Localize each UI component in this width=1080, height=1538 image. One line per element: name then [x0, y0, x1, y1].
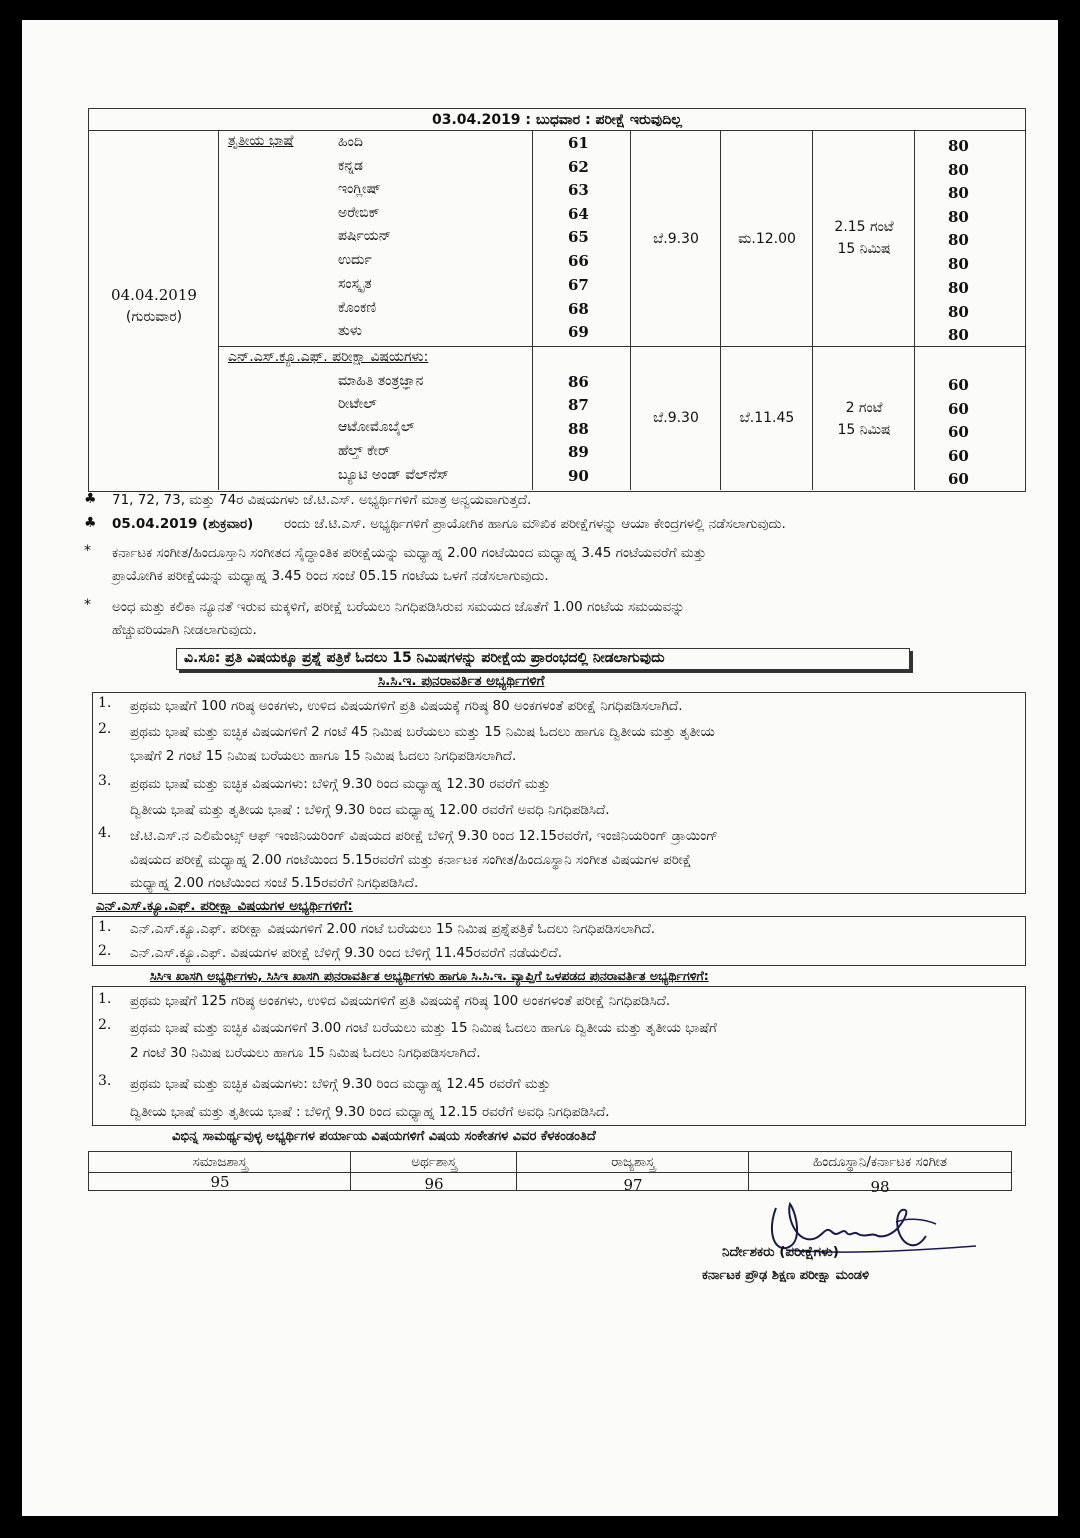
- subject-name: ರೀಟೇಲ್: [338, 396, 377, 412]
- cce-title: ಸಿ.ಸಿ.ಇ. ಪುನರಾವರ್ತಿತ ಅಭ್ಯರ್ಥಿಗಳಿಗೆ: [378, 673, 545, 689]
- item-text: ಭಾಷೆಗೆ 2 ಗಂಟೆ 15 ನಿಮಿಷ ಬರೆಯಲು ಹಾಗೂ 15 ನಿಮಿಷ ಓದಲು ನಿಗಧಿಪಡಿಸಲಾಗಿದೆ.: [130, 748, 517, 764]
- subject-code: 88: [568, 420, 589, 438]
- signatory-designation: ನಿರ್ದೇಶಕರು (ಪರೀಕ್ಷೆಗಳು): [722, 1244, 839, 1260]
- item-text: ವಿಷಯದ ಪರೀಕ್ಷೆ ಮಧ್ಯಾಹ್ನ 2.00 ಗಂಟೆಯಿಂದ 5.15ರವರೆಗೆ ಮತ್ತು ಕರ್ನಾಟಕ ಸಂಗೀತ/ಹಿಂದೂಸ್ಥಾನಿ ಸಂಗೀತ ವಿಷಯಗಳ ಪರೀಕ್ಷೆ: [130, 852, 692, 868]
- item-text: ಪ್ರಥಮ ಭಾಷೆ ಮತ್ತು ಐಚ್ಛಿಕ ವಿಷಯಗಳಿಗೆ 2 ಗಂಟೆ 45 ನಿಮಿಷ ಬರೆಯಲು ಮತ್ತು 15 ನಿಮಿಷ ಓದಲು ಹಾಗೂ ದ್ವಿತೀಯ ಮತ್ತು ತೃತೀಯ: [130, 724, 715, 740]
- subject-code: 90: [568, 467, 589, 485]
- max-marks: 60: [948, 376, 969, 394]
- item-text: 2 ಗಂಟೆ 30 ನಿಮಿಷ ಬರೆಯಲು ಹಾಗೂ 15 ನಿಮಿಷ ಓದಲು ನಿಗಧಿಪಡಿಸಲಾಗಿದೆ.: [130, 1045, 481, 1061]
- max-marks: 60: [948, 400, 969, 418]
- item-number: 2.: [98, 943, 112, 959]
- end-time: ಬೆ.11.45: [739, 410, 795, 426]
- subject-name: ಮಾಹಿತಿ ತಂತ್ರಜ್ಞಾನ: [338, 373, 424, 389]
- max-marks: 80: [948, 303, 969, 321]
- max-marks: 80: [948, 279, 969, 297]
- item-text: ಮಧ್ಯಾಹ್ನ 2.00 ಗಂಟೆಯಿಂದ ಸಂಜೆ 5.15ರವರೆಗೆ ನಿಗಧಿಪಡಿಸಿದೆ.: [130, 875, 419, 891]
- max-marks: 80: [948, 184, 969, 202]
- alt-code: 95: [210, 1173, 230, 1191]
- item-number: 2.: [98, 1017, 112, 1033]
- alt-code: 97: [623, 1176, 643, 1194]
- item-text: ಜೆ.ಟಿ.ಎಸ್.ನ ಎಲಿಮೆಂಟ್ಸ್ ಆಫ್ ಇಂಜಿನಿಯರಿಂಗ್ ವಿಷಯದ ಪರೀಕ್ಷೆ ಬೆಳಿಗ್ಗೆ 9.30 ರಿಂದ 12.15ರವರೆಗೆ, ಇಂಜಿನಿಯರಿಂಗ್ ಡ್ರಾಯಿಂಗ್: [130, 828, 718, 844]
- max-marks: 60: [948, 470, 969, 488]
- alt-header: ಸಮಾಜಶಾಸ್ತ್ರ: [192, 1154, 248, 1170]
- duration: 15 ನಿಮಿಷ: [837, 422, 891, 438]
- note-text: ರಂದು ಜೆ.ಟಿ.ಎಸ್. ಅಭ್ಯರ್ಥಿಗಳಿಗೆ ಪ್ರಾಯೋಗಿಕ ಹಾಗೂ ಮೌಖಿಕ ಪರೀಕ್ಷೆಗಳನ್ನು ಆಯಾ ಕೇಂದ್ರಗಳಲ್ಲಿ ನಡೆಸಲಾಗುವುದು.: [284, 516, 786, 532]
- subject-name: ಉರ್ದು: [338, 252, 372, 268]
- max-marks: 80: [948, 208, 969, 226]
- signatory-board: ಕರ್ನಾಟಕ ಪ್ರೌಢ ಶಿಕ್ಷಣ ಪರೀಕ್ಷಾ ಮಂಡಳಿ: [702, 1268, 870, 1283]
- note-text: ಪ್ರಾಯೋಗಿಕ ಪರೀಕ್ಷೆಯನ್ನು ಮಧ್ಯಾಹ್ನ 3.45 ರಿಂದ ಸಂಜೆ 05.15 ಗಂಟೆಯ ಒಳಗೆ ನಡೆಸಲಾಗುವುದು.: [112, 568, 549, 584]
- subject-name: ಸಂಸ್ಕೃತ: [338, 276, 372, 292]
- max-marks: 80: [948, 231, 969, 249]
- subject-name: ಅರೇಬಿಕ್: [338, 205, 380, 221]
- duration: 15 ನಿಮಿಷ: [837, 241, 891, 257]
- subject-code: 86: [568, 373, 589, 391]
- third-language-label: ತೃತೀಯ ಭಾಷೆ: [228, 133, 294, 149]
- subject-code: 67: [568, 276, 589, 294]
- duration: 2 ಗಂಟೆ: [845, 400, 883, 416]
- alt-subjects-title: ವಿಭಿನ್ನ ಸಾಮರ್ಥ್ಯವುಳ್ಳ ಅಭ್ಯರ್ಥಿಗಳ ಪರ್ಯಾಯ ವಿಷಯಗಳಿಗೆ ವಿಷಯ ಸಂಕೇತಗಳ ವಿವರ ಕೆಳಕಂಡಂತಿದೆ: [172, 1129, 596, 1144]
- subject-code: 68: [568, 300, 589, 318]
- duration: 2.15 ಗಂಟೆ: [834, 219, 894, 235]
- item-text: ಪ್ರಥಮ ಭಾಷೆ ಮತ್ತು ಐಚ್ಛಿಕ ವಿಷಯಗಳು: ಬೆಳಿಗ್ಗೆ 9.30 ರಿಂದ ಮಧ್ಯಾಹ್ನ 12.45 ರವರೆಗೆ ಮತ್ತು: [130, 1076, 551, 1092]
- alt-header: ಅರ್ಥಶಾಸ್ತ್ರ: [411, 1154, 457, 1170]
- item-number: 1.: [98, 991, 112, 1007]
- subject-name: ಆಟೋಮೊಬೈಲ್: [338, 419, 415, 435]
- subject-code: 69: [568, 323, 589, 341]
- alt-header: ರಾಜ್ಯಶಾಸ್ತ್ರ: [611, 1154, 655, 1170]
- item-text: ಎನ್.ಎಸ್.ಕ್ಯೂ.ಎಫ್. ಪರೀಕ್ಷಾ ವಿಷಯಗಳಿಗೆ 2.00 ಗಂಟೆ ಬರೆಯಲು 15 ನಿಮಿಷ ಪ್ರಶ್ನೆಪತ್ರಿಕೆ ಓದಲು ನಿಗಧಿಪಡಿಸಲಾಗಿದೆ.: [130, 921, 656, 937]
- max-marks: 80: [948, 161, 969, 179]
- subject-name: ಹಿಂದಿ: [338, 134, 363, 150]
- item-number: 3.: [98, 1073, 112, 1089]
- heading-row: 03.04.2019 : ಬುಧವಾರ : ಪರೀಕ್ಷೆ ಇರುವುದಿಲ್ಲ: [431, 112, 683, 128]
- item-number: 2.: [98, 721, 112, 737]
- exam-weekday: (ಗುರುವಾರ): [125, 309, 183, 325]
- item-number: 4.: [98, 825, 112, 841]
- subject-name: ಹೆಲ್ತ್ ಕೇರ್: [338, 443, 390, 459]
- note-bullet: *: [84, 597, 91, 613]
- subject-name: ಕನ್ನಡ: [338, 158, 363, 174]
- note-text: ಅಂಧ ಮತ್ತು ಕಲಿಕಾ ನ್ಯೂನತೆ ಇರುವ ಮಕ್ಕಳಿಗೆ, ಪರೀಕ್ಷೆ ಬರೆಯಲು ನಿಗಧಿಪಡಿಸಿರುವ ಸಮಯದ ಜೊತೆಗೆ 1.00 ಗಂಟೆಯ ಸಮಯವನ್ನು: [112, 599, 685, 615]
- alt-header: ಹಿಂದೂಸ್ಥಾನಿ/ಕರ್ನಾಟಕ ಸಂಗೀತ: [812, 1154, 948, 1170]
- subject-code: 87: [568, 396, 589, 414]
- nsqf-label: ಎನ್.ಎಸ್.ಕ್ಯೂ.ಎಫ್. ಪರೀಕ್ಷಾ ವಿಷಯಗಳು:: [228, 349, 429, 365]
- note-bullet: *: [84, 543, 91, 559]
- note-bullet: ♣: [84, 491, 97, 507]
- item-number: 3.: [98, 773, 112, 789]
- private-title: ಸಿಸಿಇ ಖಾಸಗಿ ಅಭ್ಯರ್ಥಿಗಳು, ಸಿಸಿಇ ಖಾಸಗಿ ಪುನರಾವರ್ತಿತ ಅಭ್ಯರ್ಥಿಗಳು ಹಾಗೂ ಸಿ.ಸಿ.ಇ. ವ್ಯಾಪ್ತಿಗೆ ಒಳಪಡದ ಪುನರಾವರ್ತಿತ ಅಭ್ಯರ್ಥಿಗಳಿಗೆ:: [150, 968, 709, 983]
- item-number: 1.: [98, 695, 112, 711]
- banner-note: ವಿ.ಸೂ: ಪ್ರತಿ ವಿಷಯಕ್ಕೂ ಪ್ರಶ್ನೆ ಪತ್ರಿಕೆ ಓದಲು 15 ನಿಮಿಷಗಳನ್ನು ಪರೀಕ್ಷೆಯ ಪ್ರಾರಂಭದಲ್ಲಿ ನೀಡಲಾಗುವುದು: [184, 650, 665, 666]
- end-time: ಮ.12.00: [738, 231, 796, 247]
- alt-code: 96: [424, 1175, 444, 1193]
- note-text: 71, 72, 73, ಮತ್ತು 74ರ ವಿಷಯಗಳು ಜೆ.ಟಿ.ಎಸ್. ಅಭ್ಯರ್ಥಿಗಳಿಗೆ ಮಾತ್ರ ಅನ್ವಯವಾಗುತ್ತದೆ.: [112, 492, 532, 508]
- item-number: 1.: [98, 919, 112, 935]
- exam-date: 04.04.2019: [111, 286, 197, 304]
- nsqf-candidates-title: ಎನ್.ಎಸ್.ಕ್ಯೂ.ಎಫ್. ಪರೀಕ್ಷಾ ವಿಷಯಗಳ ಅಭ್ಯರ್ಥಿಗಳಿಗೆ:: [96, 898, 353, 914]
- document-page: [22, 20, 1058, 1516]
- subject-code: 66: [568, 252, 589, 270]
- note-bullet: ♣: [84, 515, 97, 531]
- subject-code: 89: [568, 443, 589, 461]
- max-marks: 80: [948, 326, 969, 344]
- subject-code: 64: [568, 205, 589, 223]
- subject-code: 61: [568, 134, 589, 152]
- max-marks: 80: [948, 255, 969, 273]
- item-text: ದ್ವಿತೀಯ ಭಾಷೆ ಮತ್ತು ತೃತೀಯ ಭಾಷೆ : ಬೆಳಿಗ್ಗೆ 9.30 ರಿಂದ ಮಧ್ಯಾಹ್ನ 12.15 ರವರೆಗೆ ಅವಧಿ ನಿಗಧಿಪಡಿಸಿದೆ.: [130, 1104, 610, 1120]
- item-text: ಪ್ರಥಮ ಭಾಷೆ ಮತ್ತು ಐಚ್ಛಿಕ ವಿಷಯಗಳು: ಬೆಳಿಗ್ಗೆ 9.30 ರಿಂದ ಮಧ್ಯಾಹ್ನ 12.30 ರವರೆಗೆ ಮತ್ತು: [130, 776, 551, 792]
- item-text: ಪ್ರಥಮ ಭಾಷೆಗೆ 100 ಗರಿಷ್ಠ ಅಂಕಗಳು, ಉಳಿದ ವಿಷಯಗಳಿಗೆ ಪ್ರತಿ ವಿಷಯಕ್ಕೆ ಗರಿಷ್ಠ 80 ಅಂಕಗಳಂತೆ ಪರೀಕ್ಷೆ ನಿಗಧಿಪಡಿಸಲಾಗಿದೆ.: [130, 698, 683, 714]
- subject-code: 63: [568, 181, 589, 199]
- start-time: ಬೆ.9.30: [653, 231, 699, 247]
- max-marks: 60: [948, 447, 969, 465]
- subject-code: 65: [568, 228, 589, 246]
- subject-name: ತುಳು: [338, 323, 362, 339]
- note-text: ಕರ್ನಾಟಕ ಸಂಗೀತ/ಹಿಂದೂಸ್ತಾನಿ ಸಂಗೀತದ ಸೈದ್ಧಾಂತಿಕ ಪರೀಕ್ಷೆಯನ್ನು ಮಧ್ಯಾಹ್ನ 2.00 ಗಂಟೆಯಿಂದ ಮಧ್ಯಾಹ್ನ 3.45 ಗಂಟೆಯವರೆಗೆ ಮತ್ತು: [112, 545, 707, 561]
- item-text: ಎನ್.ಎಸ್.ಕ್ಯೂ.ಎಫ್. ವಿಷಯಗಳ ಪರೀಕ್ಷೆ ಬೆಳಿಗ್ಗೆ 9.30 ರಿಂದ ಬೆಳಿಗ್ಗೆ 11.45ರವರೆಗೆ ನಡೆಯಲಿದೆ.: [130, 945, 563, 961]
- note-lead: 05.04.2019 (ಶುಕ್ರವಾರ): [112, 516, 254, 532]
- subject-name: ಪರ್ಷಿಯನ್: [338, 228, 392, 244]
- subject-name: ಇಂಗ್ಲೀಷ್: [338, 181, 381, 197]
- max-marks: 80: [948, 137, 969, 155]
- item-text: ದ್ವಿತೀಯ ಭಾಷೆ ಮತ್ತು ತೃತೀಯ ಭಾಷೆ : ಬೆಳಿಗ್ಗೆ 9.30 ರಿಂದ ಮಧ್ಯಾಹ್ನ 12.00 ರವರೆಗೆ ಅವಧಿ ನಿಗಧಿಪಡಿಸಿದೆ.: [130, 802, 610, 818]
- item-text: ಪ್ರಥಮ ಭಾಷೆಗೆ 125 ಗರಿಷ್ಠ ಅಂಕಗಳು, ಉಳಿದ ವಿಷಯಗಳಿಗೆ ಪ್ರತಿ ವಿಷಯಕ್ಕೆ ಗರಿಷ್ಠ 100 ಅಂಕಗಳಂತೆ ಪರೀಕ್ಷೆ ನಿಗಧಿಪಡಿಸಿದೆ.: [130, 993, 671, 1009]
- subject-name: ಕೊಂಕಣಿ: [338, 300, 377, 316]
- max-marks: 60: [948, 423, 969, 441]
- alt-code: 98: [870, 1178, 890, 1196]
- start-time: ಬೆ.9.30: [653, 410, 699, 426]
- note-text: ಹೆಚ್ಚುವರಿಯಾಗಿ ನೀಡಲಾಗುವುದು.: [112, 622, 257, 638]
- subject-name: ಬ್ಯೂಟಿ ಅಂಡ್ ವೆಲ್‌ನೆಸ್: [338, 467, 449, 483]
- subject-code: 62: [568, 158, 589, 176]
- item-text: ಪ್ರಥಮ ಭಾಷೆ ಮತ್ತು ಐಚ್ಛಿಕ ವಿಷಯಗಳಿಗೆ 3.00 ಗಂಟೆ ಬರೆಯಲು ಮತ್ತು 15 ನಿಮಿಷ ಓದಲು ಹಾಗೂ ದ್ವಿತೀಯ ಮತ್ತು ತೃತೀಯ ಭಾಷೆಗೆ: [130, 1020, 717, 1036]
